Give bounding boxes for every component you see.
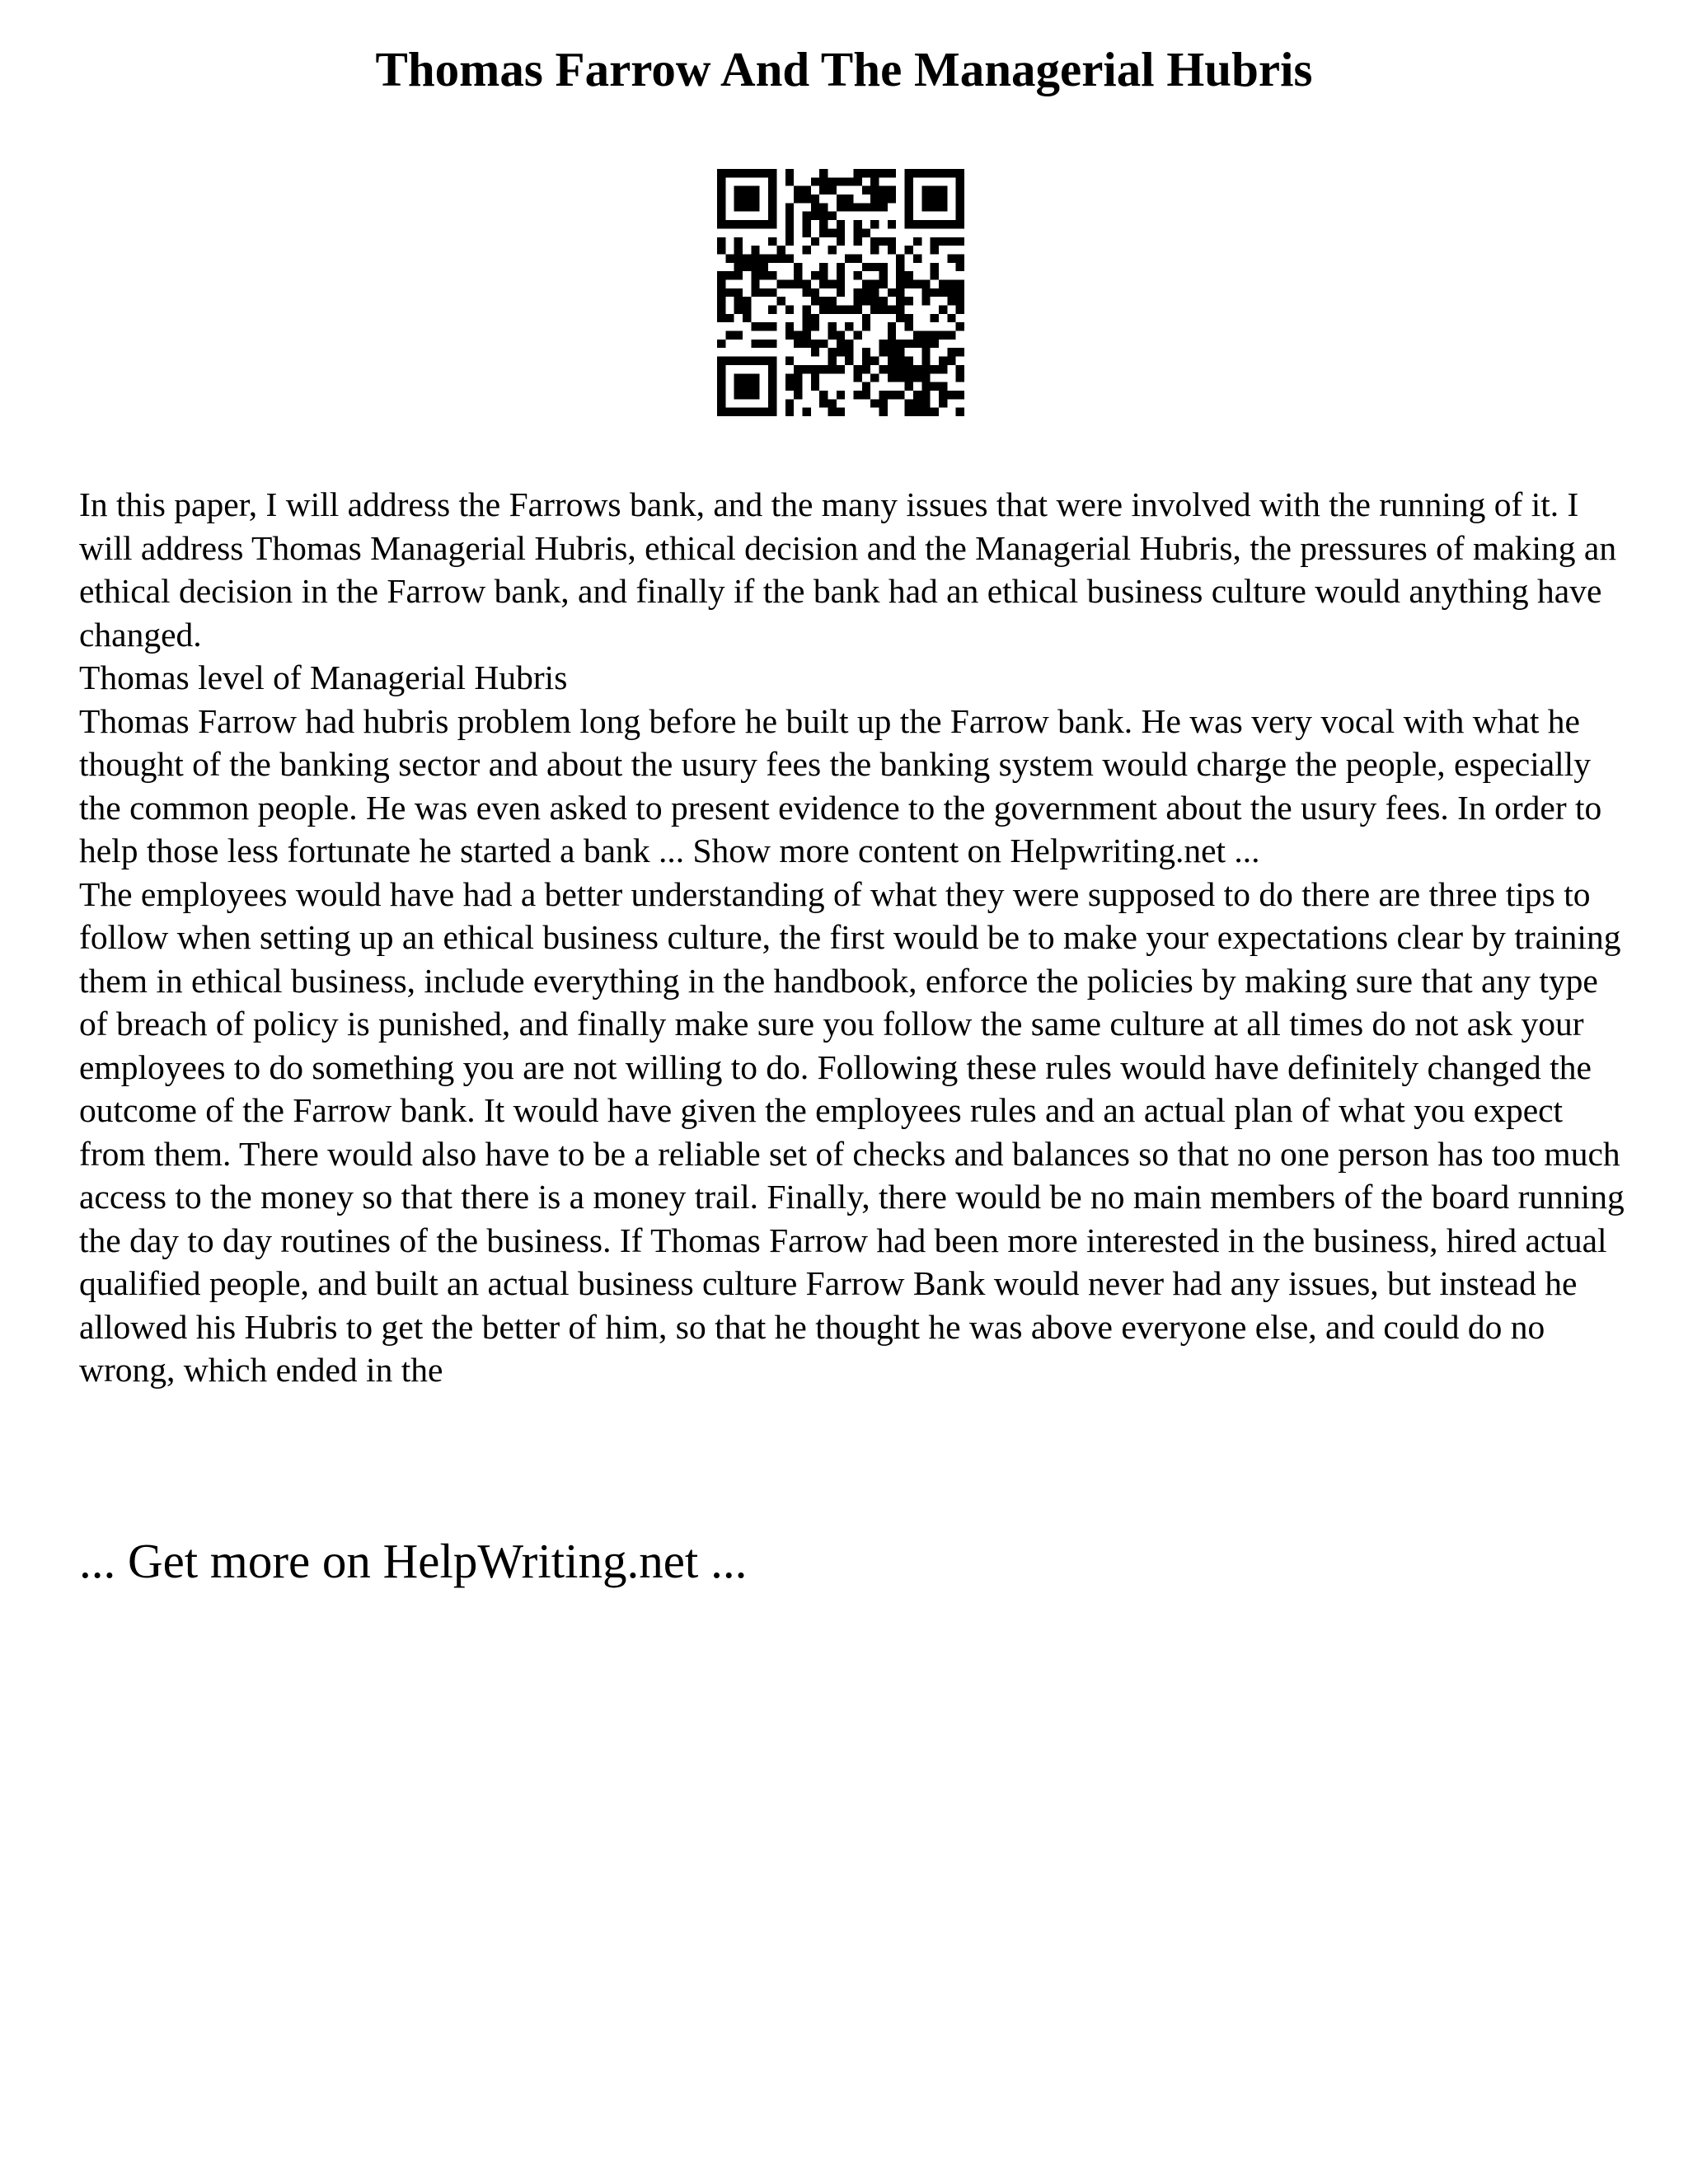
section-heading-hubris: Thomas level of Managerial Hubris bbox=[79, 658, 568, 696]
document-body bbox=[79, 483, 1629, 1392]
paragraph-intro: In this paper, I will address the Farrows bank, and the many issues that were involved with the running of it. I will address Thomas Managerial Hubris, ethical decision and the Managerial Hubris, the pressures of making an ethical decision in the Farrow bank, and finally if the bank had an ethical business culture would anything have changed. bbox=[79, 485, 1617, 654]
document-title: Thomas Farrow And The Managerial Hubris bbox=[375, 42, 1313, 96]
get-more-link[interactable]: ... Get more on HelpWriting.net ... bbox=[79, 1534, 748, 1588]
paragraph-hubris: Thomas Farrow had hubris problem long before he built up the Farrow bank. He was very vocal with what he thought of the banking sector and about the usury fees the banking system would charge the people, especially the common people. He was even asked to present evidence to the government about the usury fees. In order to help those less fortunate he started a bank ... Show more content on Helpwriting.net ... bbox=[79, 701, 1602, 869]
paragraph-ethical-culture: The employees would have had a better understanding of what they were supposed to do there are three tips to follow when setting up an ethical business culture, the first would be to make your expectations clear by training them in ethical business, include everything in the handbook, enforce the policies by making sure that any type of breach of policy is punished, and finally make sure you follow the same culture at all times do not ask your employees to do something you are not willing to do. Following these rules would have definitely changed the outcome of the Farrow bank. It would have given the employees rules and an actual plan of what you expect from them. There would also have to be a reliable set of checks and balances so that no one person has too much access to the money so that there is a money trail. Finally, there would be no main members of the board running the day to day routines of the business. If Thomas Farrow had been more interested in the business, hired actual qualified people, and built an actual business culture Farrow Bank would never had any issues, but instead he allowed his Hubris to get the better of him, so that he thought he was above everyone else, and could do no wrong, which ended in the bbox=[79, 874, 1625, 1389]
qr-code-icon[interactable] bbox=[717, 169, 964, 416]
